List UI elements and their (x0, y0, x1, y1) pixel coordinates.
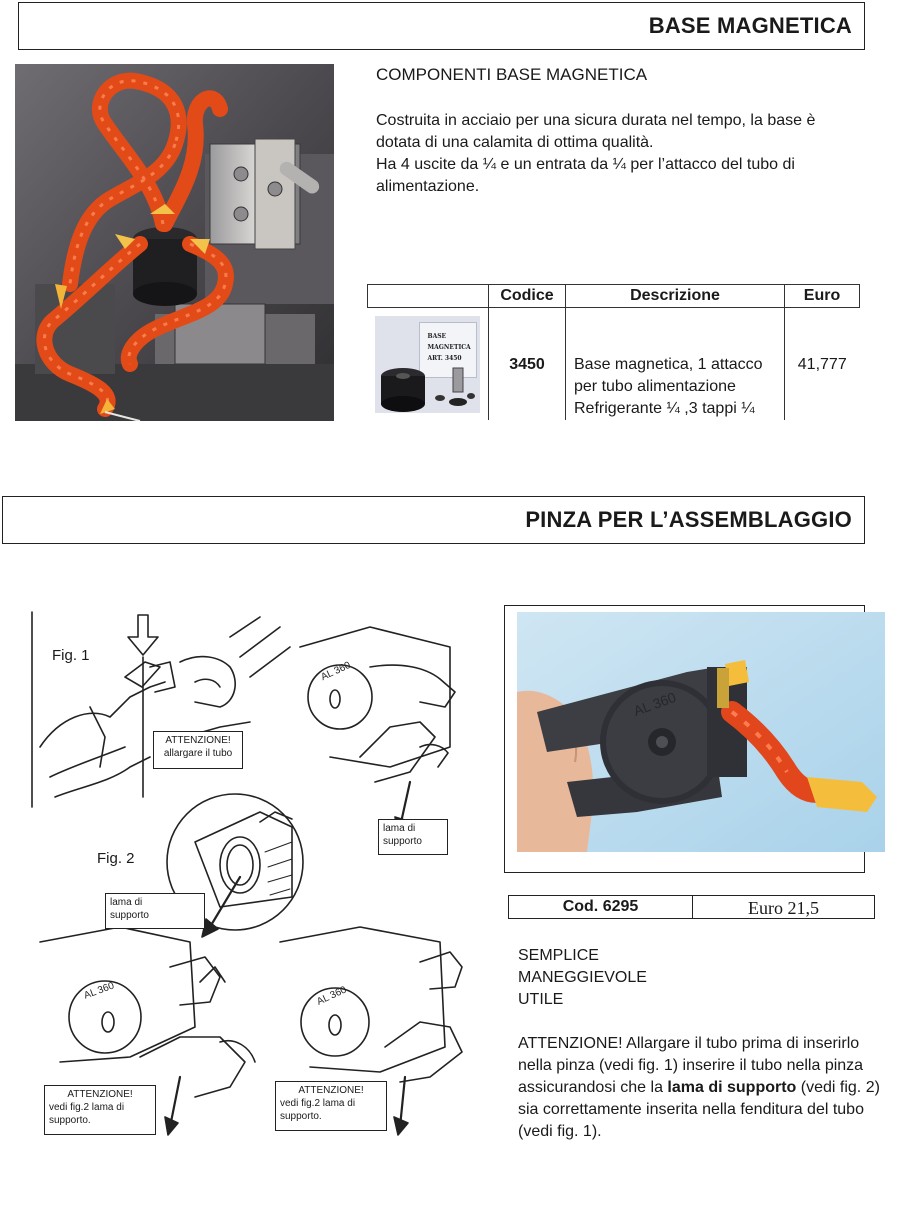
callout-line: vedi fig.2 lama di (49, 1102, 125, 1113)
note-line: nella pinza (vedi fig. 1) inserire il tubo nella pinza (518, 1057, 864, 1074)
product-description-cell (566, 308, 785, 421)
callout-line: vedi fig.2 lama di (280, 1098, 356, 1109)
feature-item: SEMPLICE (518, 947, 599, 964)
note-line: sia correttamente inserita nella fenditura del tubo (518, 1101, 864, 1118)
product-code-label: Cod. 6295 (509, 896, 693, 918)
col-header-price: Euro (785, 285, 860, 308)
thumb-label-line: ART. 3450 (427, 355, 462, 362)
callout-attenzione-bottom-right (275, 1081, 387, 1131)
assembly-note (518, 1033, 893, 1143)
svg-text:AL 360: AL 360 (319, 659, 353, 684)
section-title: PINZA PER L’ASSEMBLAGGIO (525, 507, 852, 532)
description-line: dotata di una calamita di ottima qualità. (376, 134, 654, 151)
callout-line: supporto (110, 910, 149, 921)
note-line: (vedi fig. 1). (518, 1123, 602, 1140)
callout-line: ATTENZIONE! (67, 1089, 133, 1100)
callout-line: supporto. (280, 1111, 322, 1122)
fig1-label: Fig. 1 (52, 647, 90, 664)
note-emphasis: lama di supporto (667, 1079, 797, 1096)
table-header-row (368, 285, 860, 308)
product-thumbnail-cell (368, 308, 489, 421)
product-description-line: per tubo alimentazione (574, 378, 736, 395)
magnetic-base-illustration (15, 64, 334, 421)
callout-line: allargare il tubo (163, 748, 233, 759)
thumb-parts-illustration (375, 316, 480, 413)
thumb-label-line: BASE (427, 333, 447, 340)
feature-item: UTILE (518, 991, 564, 1008)
product-price: 41,777 (797, 356, 847, 373)
product-description-line: Refrigerante ¼ ,3 tappi ¼ (574, 400, 755, 417)
callout-line: lama di (110, 897, 143, 908)
svg-text:AL 360: AL 360 (82, 980, 116, 1002)
pliers-photo (517, 612, 885, 852)
feature-item: MANEGGIEVOLE (518, 969, 647, 986)
callout-line: supporto (383, 836, 422, 847)
svg-text:AL 360: AL 360 (631, 688, 678, 719)
note-line (518, 1077, 893, 1099)
section-header-pinza (2, 496, 865, 544)
product-code: 3450 (509, 356, 545, 373)
product-price-cell (785, 308, 860, 421)
svg-text:AL 360: AL 360 (315, 984, 349, 1008)
product-thumbnail (375, 316, 480, 413)
note-text: assicurandosi che la (518, 1079, 668, 1096)
col-header-description: Descrizione (566, 285, 785, 308)
code-price-bar (508, 895, 875, 919)
product-table-wrap (367, 284, 860, 420)
features-list (518, 945, 647, 1011)
callout-line: ATTENZIONE! (298, 1085, 364, 1096)
section-title: BASE MAGNETICA (648, 13, 852, 38)
section-header-base-magnetica (18, 2, 865, 50)
callout-line: lama di (383, 823, 416, 834)
note-text: (vedi fig. 2) (796, 1079, 880, 1096)
col-header-code: Codice (489, 285, 566, 308)
product-table (367, 284, 860, 420)
product-price-label: Euro 21,5 (748, 898, 819, 918)
callout-line: ATTENZIONE! (165, 735, 231, 746)
component-subtitle: COMPONENTI BASE MAGNETICA (376, 65, 648, 84)
pliers-illustration (517, 612, 885, 852)
magnetic-base-photo (15, 64, 334, 421)
callout-lama-supporto-left (105, 893, 205, 929)
callout-line: supporto. (49, 1115, 91, 1126)
callout-attenzione-bottom-left (44, 1085, 156, 1135)
thumb-label-line: MAGNETICA (427, 344, 471, 351)
callout-allargare-tubo (153, 731, 243, 769)
fig2-label: Fig. 2 (97, 850, 135, 867)
assembly-instructions-diagram (30, 607, 470, 1147)
description-line: Ha 4 uscite da ¼ e un entrata da ¼ per l’attacco del tubo di (376, 156, 795, 173)
product-description-line: Base magnetica, 1 attacco (574, 356, 763, 373)
callout-lama-supporto-right (378, 819, 448, 855)
description-line: Costruita in acciaio per una sicura durata nel tempo, la base è (376, 112, 816, 129)
product-code-cell (489, 308, 566, 421)
col-header-image (368, 285, 489, 308)
description-line: alimentazione. (376, 178, 480, 195)
table-row (368, 308, 860, 421)
component-description (376, 110, 846, 198)
note-line: ATTENZIONE! Allargare il tubo prima di inserirlo (518, 1035, 860, 1052)
diagram-lineart (30, 607, 470, 1147)
